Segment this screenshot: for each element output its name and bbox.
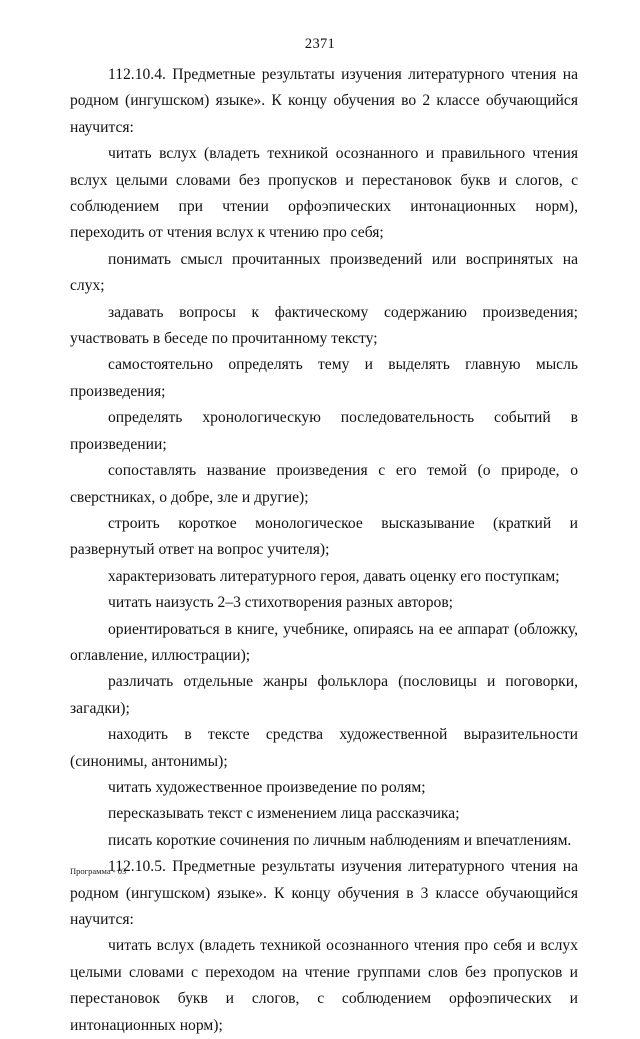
list-item: строить короткое монологическое высказывание (краткий и развернутый ответ на вопрос учителя); [70, 514, 578, 559]
list-item: сопоставлять название произведения с его темой (о природе, о сверстниках, о добре, зле и другие); [70, 462, 578, 506]
page-number: 2371 [304, 36, 336, 52]
list-item: пересказывать текст с изменением лица рассказчика; [108, 805, 460, 823]
list-item: различать отдельные жанры фольклора (пословицы и поговорки, загадки); [70, 673, 578, 717]
list-item: определять хронологическую последовательность событий в произведении; [70, 409, 578, 453]
list-item: читать вслух (владеть техникой осознанного чтения про себя и вслух целыми словами с переходом на чтение группами слов без пропусков и перестановок букв и слогов, с соблюдением орфоэпических и интонационных норм); [70, 937, 578, 1034]
list-item: читать наизусть 2–3 стихотворения разных авторов; [108, 594, 454, 612]
paragraph-section-112-10-5-heading: 112.10.5. Предметные результаты изучения литературного чтения на родном (ингушском) языке». К концу обучения в 3 классе обучающийся научится: [70, 858, 578, 928]
list-item: писать короткие сочинения по личным наблюдениям и впечатлениям. [108, 831, 572, 849]
list-item: читать вслух (владеть техникой осознанного и правильного чтения вслух целыми словами без пропусков и перестановок букв и слогов, с соблюдением при чтении орфоэпических интонационных норм), переходить от чтения вслух к чтению про себя; [70, 145, 578, 242]
list-item: находить в тексте средства художественной выразительности (синонимы, антонимы); [70, 726, 578, 770]
list-item: ориентироваться в книге, учебнике, опираясь на ее аппарат (обложку, оглавление, иллюстрации); [70, 620, 578, 664]
list-item: понимать смысл прочитанных произведений или воспринятых на слух; [70, 250, 578, 295]
list-item: самостоятельно определять тему и выделять главную мысль произведения; [70, 356, 578, 400]
list-item: характеризовать литературного героя, давать оценку его поступкам; [108, 567, 560, 585]
list-item: читать художественное произведение по ролям; [108, 778, 426, 796]
body-text [70, 62, 578, 1039]
footer-program-code: Программа - 03 [70, 866, 127, 876]
list-item: задавать вопросы к фактическому содержанию произведения; участвовать в беседе по прочитанному тексту; [70, 303, 578, 348]
paragraph-section-112-10-4-heading: 112.10.4. Предметные результаты изучения литературного чтения на родном (ингушском) языке». К концу обучения во 2 классе обучающийся научится: [70, 66, 578, 136]
